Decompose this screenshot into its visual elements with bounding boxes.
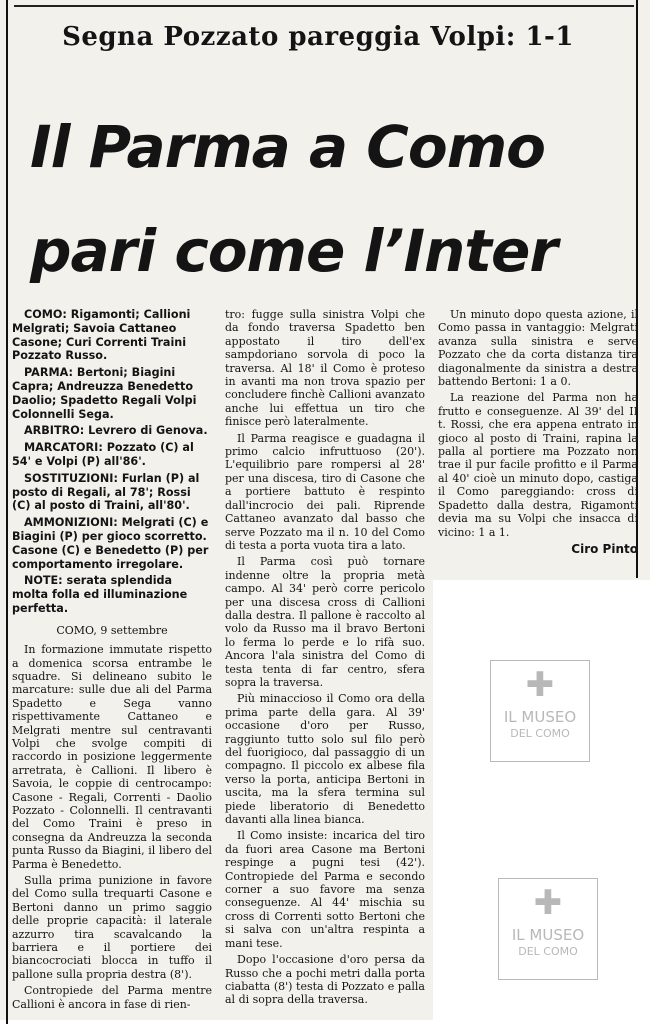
left-edge-rule <box>6 0 8 1024</box>
lineup-como-text: Rigamonti; Callioni Melgrati; Savoia Cattaneo Casone; Curi Correnti Traini Pozzato Russo. <box>12 308 191 363</box>
watermark-line-1: IL MUSEO <box>511 926 585 944</box>
substitutions-label: SOSTITUZIONI: <box>24 471 118 485</box>
article-column-3 <box>438 308 638 556</box>
notes <box>12 574 212 615</box>
bookings-label: AMMONIZIONI: <box>24 516 118 530</box>
paragraph: Il Parma reagisce e guadagna il primo calcio infruttuoso (20'). L'equilibrio pare rompersi al 28' per una discesa, tiro di Casone che a portiere battuto è respinto dall'incrocio dei pali. Riprende Cattaneo avanzato dal basso che serve Pozzato ma il n. 10 del Como di testa a porta vuota tira a lato. <box>225 431 425 552</box>
referee-text: Levrero di Genova. <box>88 424 208 438</box>
substitutions-text: Furlan (P) al posto di Regali, al 78'; Rossi (C) al posto di Traini, all'80'. <box>12 471 200 513</box>
lineup-parma-label: PARMA: <box>24 366 73 380</box>
notes-text: serata splendida molta folla ed illuminazione perfetta. <box>12 574 188 615</box>
top-rule <box>14 5 634 7</box>
scorers <box>12 441 212 469</box>
paragraph: Sulla prima punizione in favore del Como sulla trequarti Casone e Bertoni danno un primo saggio delle proprie capacità: il laterale azzurro tira scavalcando la barriera e il portiere dei biancocrociati blocca in tuffo il pallone sulla propria destra (8'). <box>12 874 212 981</box>
paragraph: Dopo l'occasione d'oro persa da Russo che a pochi metri dalla porta ciabatta (8') testa di Pozzato e palla al di sopra della traversa. <box>225 953 425 1007</box>
byline: Ciro Pinto <box>571 541 638 556</box>
lineup-parma <box>12 366 212 421</box>
kicker-headline: Segna Pozzato pareggia Volpi: 1-1 <box>62 22 574 52</box>
paragraph: Contropiede del Parma mentre Callioni è ancora in fase di rien- <box>12 984 212 1011</box>
scorers-text: Pozzato (C) al 54' e Volpi (P) all'86'. <box>12 441 194 468</box>
headline-line-1: Il Parma a Como <box>30 113 545 181</box>
watermark-line-1: IL MUSEO <box>503 708 577 726</box>
lineup-como-label: COMO: <box>24 308 67 321</box>
referee <box>12 424 212 438</box>
headline-line-2: pari come l’Inter <box>30 217 557 285</box>
paragraph: tro: fugge sulla sinistra Volpi che da fondo traversa Spadetto ben appostato il tiro dell'ex sampdoriano sorvola di poco la traversa. Al 18' il Como è proteso in avanti ma non trova spazio per concludere finchè Callioni avanzato anche lui effettua un tiro che finisce però lateralmente. <box>225 308 425 429</box>
paragraph: In formazione immutate rispetto a domenica scorsa entrambe le squadre. Si delineano subito le marcature: sulle due ali del Parma Spadetto e Sega vanno rispettivamente Cattaneo e Melgrati mentre sul centravanti Volpi che svolge compiti di raccordo in posizione leggermente arretrata, è Callioni. Il libero è Savoia, le coppie di centrocampo: Casone - Regali, Correnti - Daolio Pozzato - Colonnelli. Il centravanti del Como Traini è preso in consegna da Andreuzza la seconda punta Russo da Biagini, il libero del Parma è Benedetto. <box>12 643 212 871</box>
article-column-2 <box>225 308 425 1010</box>
cross-icon: ✚ <box>533 883 563 923</box>
dateline: COMO, 9 settembre <box>56 623 168 637</box>
paragraph: Il Como insiste: incarica del tiro da fuori area Casone ma Bertoni respinge a pugni tesi (42'). Contropiede del Parma e secondo corner a suo favore ma senza conseguenze. Al 44' mischia su cross di Correnti sotto Bertoni che si salva con un'altra respinta a mani tese. <box>225 829 425 950</box>
cross-icon: ✚ <box>525 665 555 705</box>
paragraph: La reazione del Parma non ha frutto e conseguenze. Al 39' del II t. Rossi, che era appena entrato in gioco al posto di Traini, rapina la palla al portiere ma Pozzato non trae il pur facile profitto e il Parma al 40' cioè un minuto dopo, castiga il Como pareggiando: cross di Spadetto dalla destra, Rigamonti devia ma su Volpi che insacca di vicino: 1 a 1. <box>438 391 638 539</box>
article-column-1 <box>12 308 212 1014</box>
watermark-logo <box>498 878 598 980</box>
paragraph: Più minaccioso il Como ora della prima parte della gara. Al 39' occasione d'oro per Russo, raggiunto tutto solo sul filo però del fuorigioco, dal passaggio di un compagno. Il piccolo ex albese fila verso la porta, anticipa Bertoni in uscita, ma la sfera termina sul piede liberatorio di Benedetto davanti alla linea bianca. <box>225 692 425 827</box>
lineup-como <box>12 308 212 363</box>
paragraph: Il Parma così può tornare indenne oltre la propria metà campo. Al 34' però corre pericolo per una discesa cross di Callioni dalla destra. Il pallone è raccolto al volo da Russo ma il bravo Bertoni lo ferma lo perde e lo rifà suo. Ancora l'ala sinistra del Como di testa tenta di far centro, sfera sopra la traversa. <box>225 555 425 689</box>
paragraph: Un minuto dopo questa azione, il Como passa in vantaggio: Melgrati avanza sulla sinistra e serve Pozzato che da corta distanza tira diagonalmente da sinistra a destra battendo Bertoni: 1 a 0. <box>438 308 638 389</box>
lineup-parma-text: Bertoni; Biagini Capra; Andreuzza Benedetto Daolio; Spadetto Regali Volpi Colonnelli Sega. <box>12 366 197 421</box>
bookings <box>12 516 212 571</box>
bookings-text: Melgrati (C) e Biagini (P) per gioco scorretto. Casone (C) e Benedetto (P) per comportamento irregolare. <box>12 516 209 571</box>
watermark-line-2: DEL COMO <box>518 945 578 958</box>
watermark-line-2: DEL COMO <box>510 727 570 740</box>
scorers-label: MARCATORI: <box>24 441 103 455</box>
watermark-logo <box>490 660 590 762</box>
referee-label: ARBITRO: <box>24 424 85 438</box>
notes-label: NOTE: <box>24 574 63 588</box>
substitutions <box>12 472 212 513</box>
